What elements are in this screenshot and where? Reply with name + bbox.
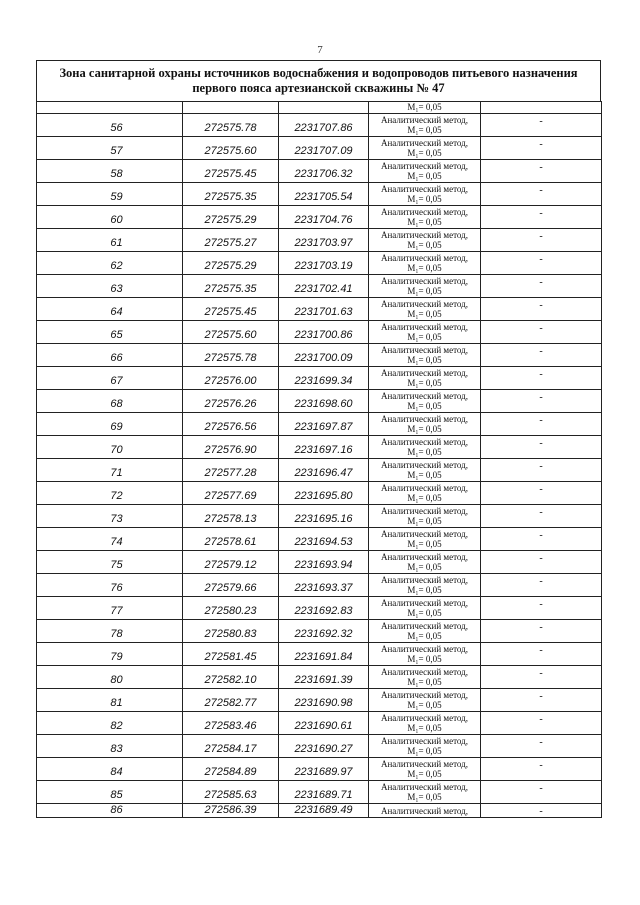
cell-method [369, 413, 481, 436]
cell-y: 2231691.39 [279, 666, 369, 689]
cell-point-number: 80 [37, 666, 183, 689]
method-accuracy: M₁= 0,05 [407, 539, 442, 549]
cell-error [481, 102, 602, 114]
table-row [37, 781, 602, 804]
method-accuracy: M₁= 0,05 [407, 516, 442, 526]
cell-y: 2231703.19 [279, 252, 369, 275]
table-row [37, 528, 602, 551]
cell-error: - [481, 275, 602, 298]
table-row [37, 183, 602, 206]
cell-x: 272575.27 [183, 229, 279, 252]
cell-error: - [481, 344, 602, 367]
method-accuracy: M₁= 0,05 [407, 677, 442, 687]
cell-y: 2231693.94 [279, 551, 369, 574]
cell-error: - [481, 666, 602, 689]
cell-point-number: 62 [37, 252, 183, 275]
cell-point-number: 70 [37, 436, 183, 459]
cell-x: 272575.35 [183, 183, 279, 206]
cell-x: 272584.17 [183, 735, 279, 758]
method-accuracy: M₁= 0,05 [407, 562, 442, 572]
cell-y: 2231692.83 [279, 597, 369, 620]
cell-x: 272580.83 [183, 620, 279, 643]
cell-point-number: 74 [37, 528, 183, 551]
cell-point-number: 58 [37, 160, 183, 183]
cell-y: 2231695.16 [279, 505, 369, 528]
cell-point-number: 66 [37, 344, 183, 367]
title-line-1: Зона санитарной охраны источников водоснабжения и водопроводов питьевого назначения [59, 66, 578, 80]
table-title [36, 60, 601, 101]
cell-method [369, 229, 481, 252]
cell-point-number [37, 102, 183, 114]
cell-x: 272586.39 [183, 804, 279, 818]
method-name: Аналитический метод, [380, 598, 469, 608]
cell-x: 272578.13 [183, 505, 279, 528]
cell-error: - [481, 321, 602, 344]
cell-method [369, 252, 481, 275]
cell-y [279, 102, 369, 114]
cell-error: - [481, 781, 602, 804]
cell-point-number: 59 [37, 183, 183, 206]
table-row [37, 804, 602, 818]
cell-point-number: 65 [37, 321, 183, 344]
cell-error: - [481, 114, 602, 137]
cell-error: - [481, 436, 602, 459]
cell-x: 272579.12 [183, 551, 279, 574]
cell-point-number: 82 [37, 712, 183, 735]
cell-error: - [481, 528, 602, 551]
cell-x [183, 102, 279, 114]
cell-method [369, 114, 481, 137]
cell-method [369, 574, 481, 597]
method-accuracy: M₁= 0,05 [407, 240, 442, 250]
table-row [37, 643, 602, 666]
cell-error: - [481, 620, 602, 643]
method-name: Аналитический метод, [380, 529, 469, 539]
table-row [37, 482, 602, 505]
cell-y: 2231696.47 [279, 459, 369, 482]
cell-method: M₁= 0,05 [369, 102, 481, 114]
cell-point-number: 68 [37, 390, 183, 413]
table-row [37, 689, 602, 712]
table-row [37, 413, 602, 436]
cell-y: 2231690.61 [279, 712, 369, 735]
cell-x: 272578.61 [183, 528, 279, 551]
method-accuracy: M₁= 0,05 [407, 792, 442, 802]
cell-method [369, 597, 481, 620]
cell-y: 2231702.41 [279, 275, 369, 298]
cell-error: - [481, 298, 602, 321]
cell-y: 2231691.84 [279, 643, 369, 666]
cell-y: 2231700.86 [279, 321, 369, 344]
table-row [37, 459, 602, 482]
cell-y: 2231705.54 [279, 183, 369, 206]
cell-point-number: 75 [37, 551, 183, 574]
cell-method [369, 781, 481, 804]
cell-point-number: 77 [37, 597, 183, 620]
method-name: Аналитический метод, [380, 161, 469, 171]
cell-y: 2231698.60 [279, 390, 369, 413]
method-name: Аналитический метод, [380, 667, 469, 677]
cell-y: 2231699.34 [279, 367, 369, 390]
table-row [37, 321, 602, 344]
table-row [37, 298, 602, 321]
method-name: Аналитический метод, [380, 713, 469, 723]
method-name: Аналитический метод, [380, 368, 469, 378]
cell-method [369, 620, 481, 643]
cell-x: 272575.45 [183, 160, 279, 183]
method-name: Аналитический метод, [380, 115, 469, 125]
table-row [37, 574, 602, 597]
cell-x: 272577.69 [183, 482, 279, 505]
table-row [37, 367, 602, 390]
cell-y: 2231689.71 [279, 781, 369, 804]
table-row [37, 735, 602, 758]
cell-y: 2231695.80 [279, 482, 369, 505]
cell-point-number: 72 [37, 482, 183, 505]
method-name: Аналитический метод, [380, 253, 469, 263]
cell-y: 2231690.98 [279, 689, 369, 712]
table-row [37, 275, 602, 298]
cell-method [369, 183, 481, 206]
cell-error: - [481, 712, 602, 735]
cell-x: 272579.66 [183, 574, 279, 597]
cell-error: - [481, 390, 602, 413]
table-row [37, 390, 602, 413]
table-row [37, 206, 602, 229]
method-name: Аналитический метод, [380, 460, 469, 470]
table-row-continued [37, 102, 602, 114]
cell-y: 2231704.76 [279, 206, 369, 229]
method-accuracy: M₁= 0,05 [407, 608, 442, 618]
table-row [37, 620, 602, 643]
method-name: Аналитический метод, [380, 782, 469, 792]
cell-error: - [481, 505, 602, 528]
title-line-2: первого пояса артезианской скважины № 47 [192, 81, 445, 95]
cell-y: 2231703.97 [279, 229, 369, 252]
cell-method [369, 505, 481, 528]
cell-method [369, 206, 481, 229]
method-accuracy: M₁= 0,05 [407, 700, 442, 710]
cell-error: - [481, 183, 602, 206]
cell-error: - [481, 804, 602, 818]
cell-point-number: 83 [37, 735, 183, 758]
document-page [36, 60, 601, 818]
cell-error: - [481, 413, 602, 436]
cell-x: 272575.78 [183, 344, 279, 367]
table-row [37, 758, 602, 781]
cell-method [369, 643, 481, 666]
cell-x: 272575.29 [183, 206, 279, 229]
cell-x: 272575.60 [183, 321, 279, 344]
cell-y: 2231697.87 [279, 413, 369, 436]
cell-y: 2231690.27 [279, 735, 369, 758]
table-row [37, 344, 602, 367]
method-name: Аналитический метод, [380, 138, 469, 148]
method-name: Аналитический метод, [380, 483, 469, 493]
method-name: Аналитический метод, [380, 299, 469, 309]
cell-point-number: 57 [37, 137, 183, 160]
method-name: Аналитический метод, [380, 575, 469, 585]
method-name: Аналитический метод, [380, 230, 469, 240]
cell-point-number: 60 [37, 206, 183, 229]
cell-method [369, 666, 481, 689]
cell-method [369, 735, 481, 758]
cell-x: 272581.45 [183, 643, 279, 666]
table-row [37, 505, 602, 528]
cell-method [369, 137, 481, 160]
cell-method [369, 321, 481, 344]
cell-method [369, 551, 481, 574]
cell-error: - [481, 229, 602, 252]
cell-x: 272575.45 [183, 298, 279, 321]
method-accuracy: M₁= 0,05 [407, 355, 442, 365]
cell-point-number: 71 [37, 459, 183, 482]
cell-y: 2231692.32 [279, 620, 369, 643]
cell-point-number: 64 [37, 298, 183, 321]
cell-method [369, 459, 481, 482]
cell-x: 272582.77 [183, 689, 279, 712]
table-row [37, 137, 602, 160]
cell-point-number: 67 [37, 367, 183, 390]
cell-error: - [481, 643, 602, 666]
cell-x: 272580.23 [183, 597, 279, 620]
method-accuracy: M₁= 0,05 [407, 286, 442, 296]
method-name: Аналитический метод, [380, 207, 469, 217]
method-accuracy: M₁= 0,05 [407, 493, 442, 503]
cell-x: 272575.35 [183, 275, 279, 298]
table-row [37, 597, 602, 620]
cell-error: - [481, 206, 602, 229]
cell-x: 272576.00 [183, 367, 279, 390]
coordinates-table [36, 101, 602, 818]
method-name: Аналитический метод, [380, 690, 469, 700]
cell-x: 272585.63 [183, 781, 279, 804]
method-accuracy: M₁= 0,05 [407, 309, 442, 319]
cell-x: 272575.60 [183, 137, 279, 160]
method-accuracy: M₁= 0,05 [407, 217, 442, 227]
cell-y: 2231700.09 [279, 344, 369, 367]
cell-method [369, 758, 481, 781]
cell-point-number: 63 [37, 275, 183, 298]
table-row [37, 666, 602, 689]
cell-point-number: 69 [37, 413, 183, 436]
table-row [37, 436, 602, 459]
method-name: Аналитический метод, [380, 391, 469, 401]
cell-x: 272576.90 [183, 436, 279, 459]
method-accuracy: M₁= 0,05 [407, 769, 442, 779]
method-accuracy: M₁= 0,05 [407, 148, 442, 158]
method-accuracy: M₁= 0,05 [407, 585, 442, 595]
method-accuracy: M₁= 0,05 [407, 125, 442, 135]
cell-error: - [481, 160, 602, 183]
cell-error: - [481, 367, 602, 390]
cell-x: 272582.10 [183, 666, 279, 689]
cell-y: 2231689.97 [279, 758, 369, 781]
cell-x: 272575.29 [183, 252, 279, 275]
method-accuracy: M₁= 0,05 [407, 263, 442, 273]
method-accuracy: M₁= 0,05 [407, 194, 442, 204]
method-name: Аналитический метод, [380, 552, 469, 562]
method-accuracy: M₁= 0,05 [407, 654, 442, 664]
cell-point-number: 73 [37, 505, 183, 528]
cell-method [369, 367, 481, 390]
cell-method [369, 528, 481, 551]
cell-y: 2231707.09 [279, 137, 369, 160]
method-accuracy: M₁= 0,05 [407, 332, 442, 342]
method-accuracy: M₁= 0,05 [407, 631, 442, 641]
method-name: Аналитический метод, [380, 437, 469, 447]
cell-x: 272584.89 [183, 758, 279, 781]
cell-method [369, 298, 481, 321]
table-row [37, 114, 602, 137]
cell-method [369, 344, 481, 367]
cell-y: 2231706.32 [279, 160, 369, 183]
method-name: Аналитический метод, [380, 506, 469, 516]
cell-error: - [481, 689, 602, 712]
cell-y: 2231697.16 [279, 436, 369, 459]
method-name: Аналитический метод, [380, 414, 469, 424]
cell-point-number: 78 [37, 620, 183, 643]
cell-error: - [481, 137, 602, 160]
cell-point-number: 84 [37, 758, 183, 781]
cell-error: - [481, 482, 602, 505]
cell-method [369, 804, 481, 818]
method-name: Аналитический метод, [380, 759, 469, 769]
cell-x: 272575.78 [183, 114, 279, 137]
method-accuracy: M₁= 0,05 [407, 171, 442, 181]
cell-error: - [481, 735, 602, 758]
cell-y: 2231689.49 [279, 804, 369, 818]
cell-y: 2231701.63 [279, 298, 369, 321]
cell-point-number: 85 [37, 781, 183, 804]
cell-method [369, 712, 481, 735]
table-row [37, 160, 602, 183]
cell-point-number: 76 [37, 574, 183, 597]
cell-point-number: 81 [37, 689, 183, 712]
cell-method [369, 390, 481, 413]
cell-method [369, 436, 481, 459]
page-number: 7 [317, 44, 323, 56]
method-accuracy: M₁= 0,05 [407, 378, 442, 388]
method-accuracy: M₁= 0,05 [407, 746, 442, 756]
method-name: Аналитический метод, [380, 345, 469, 355]
cell-point-number: 61 [37, 229, 183, 252]
method-accuracy: M₁= 0,05 [407, 401, 442, 411]
cell-x: 272576.56 [183, 413, 279, 436]
cell-error: - [481, 252, 602, 275]
method-accuracy: M₁= 0,05 [407, 447, 442, 457]
cell-method [369, 689, 481, 712]
method-name: Аналитический метод, [380, 644, 469, 654]
method-accuracy: M₁= 0,05 [407, 723, 442, 733]
method-name: Аналитический метод, [380, 322, 469, 332]
cell-method [369, 160, 481, 183]
cell-point-number: 86 [37, 804, 183, 818]
method-name: Аналитический метод, [380, 805, 469, 816]
cell-y: 2231693.37 [279, 574, 369, 597]
method-name: Аналитический метод, [380, 736, 469, 746]
table-row [37, 551, 602, 574]
table-row [37, 229, 602, 252]
method-name: Аналитический метод, [380, 276, 469, 286]
cell-x: 272577.28 [183, 459, 279, 482]
cell-point-number: 79 [37, 643, 183, 666]
method-accuracy: M₁= 0,05 [407, 424, 442, 434]
cell-x: 272583.46 [183, 712, 279, 735]
table-row [37, 712, 602, 735]
table-row [37, 252, 602, 275]
cell-error: - [481, 758, 602, 781]
cell-y: 2231694.53 [279, 528, 369, 551]
method-name: Аналитический метод, [380, 621, 469, 631]
cell-x: 272576.26 [183, 390, 279, 413]
cell-error: - [481, 597, 602, 620]
cell-error: - [481, 574, 602, 597]
cell-error: - [481, 459, 602, 482]
method-name: Аналитический метод, [380, 184, 469, 194]
method-accuracy: M₁= 0,05 [407, 470, 442, 480]
cell-method [369, 482, 481, 505]
cell-error: - [481, 551, 602, 574]
cell-method [369, 275, 481, 298]
cell-y: 2231707.86 [279, 114, 369, 137]
cell-point-number: 56 [37, 114, 183, 137]
